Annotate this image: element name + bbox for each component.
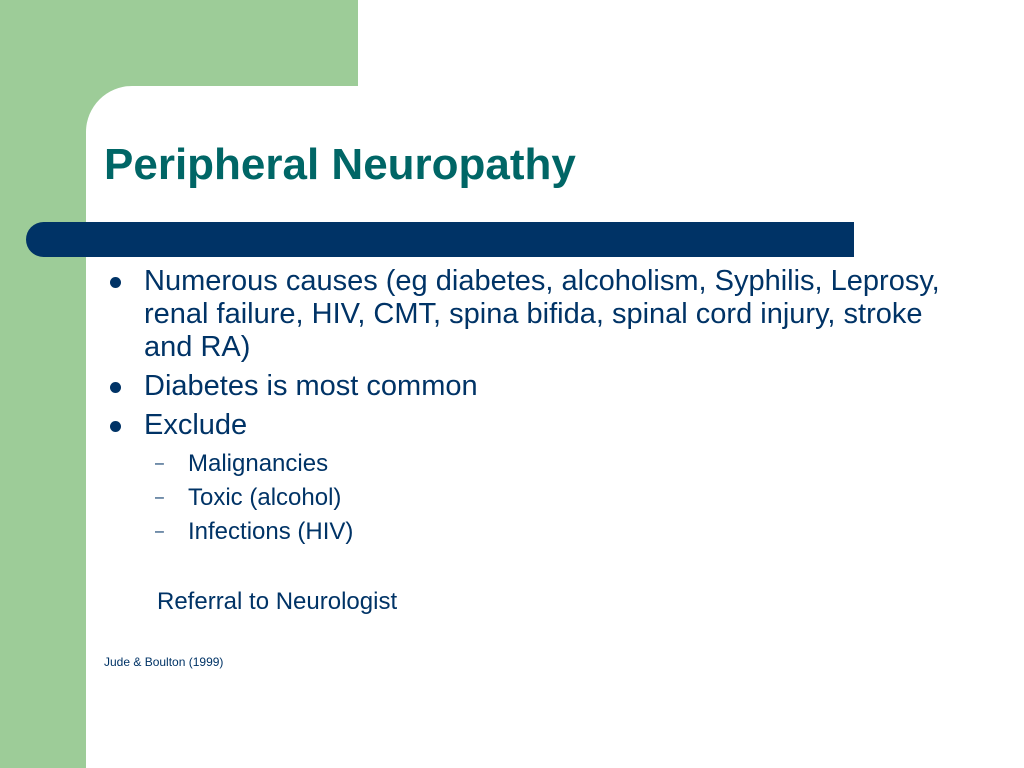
dash-icon: – <box>155 455 164 472</box>
sub-bullet-item <box>144 481 964 515</box>
citation: Jude & Boulton (1999) <box>104 655 224 669</box>
bullet-item <box>104 265 964 364</box>
dash-icon: – <box>155 489 164 506</box>
sub-bullet-item <box>144 515 964 549</box>
sub-bullet-text: Malignancies <box>188 450 329 477</box>
dash-icon: – <box>155 523 164 540</box>
sub-bullet-text: Infections (HIV) <box>188 518 354 545</box>
bullet-item <box>104 409 964 549</box>
bullet-text: Diabetes is most common <box>144 370 478 402</box>
bullet-text: Numerous causes (eg diabetes, alcoholism, Syphilis, Leprosy, renal failure, HIV, CMT, spina bifida, spinal cord injury, stroke and RA) <box>144 265 940 363</box>
sub-bullet-text: Toxic (alcohol) <box>188 484 342 511</box>
title-underline-bar <box>26 222 854 257</box>
bullet-list <box>104 265 964 555</box>
slide-title: Peripheral Neuropathy <box>104 140 576 189</box>
bullet-dot-icon <box>110 421 121 432</box>
referral-note: Referral to Neurologist <box>157 588 398 615</box>
bullet-text: Exclude <box>144 409 248 441</box>
bullet-dot-icon <box>110 277 121 288</box>
sub-bullet-item <box>144 447 964 481</box>
bullet-item <box>104 370 964 403</box>
bullet-dot-icon <box>110 382 121 393</box>
sub-bullet-list <box>144 447 964 549</box>
